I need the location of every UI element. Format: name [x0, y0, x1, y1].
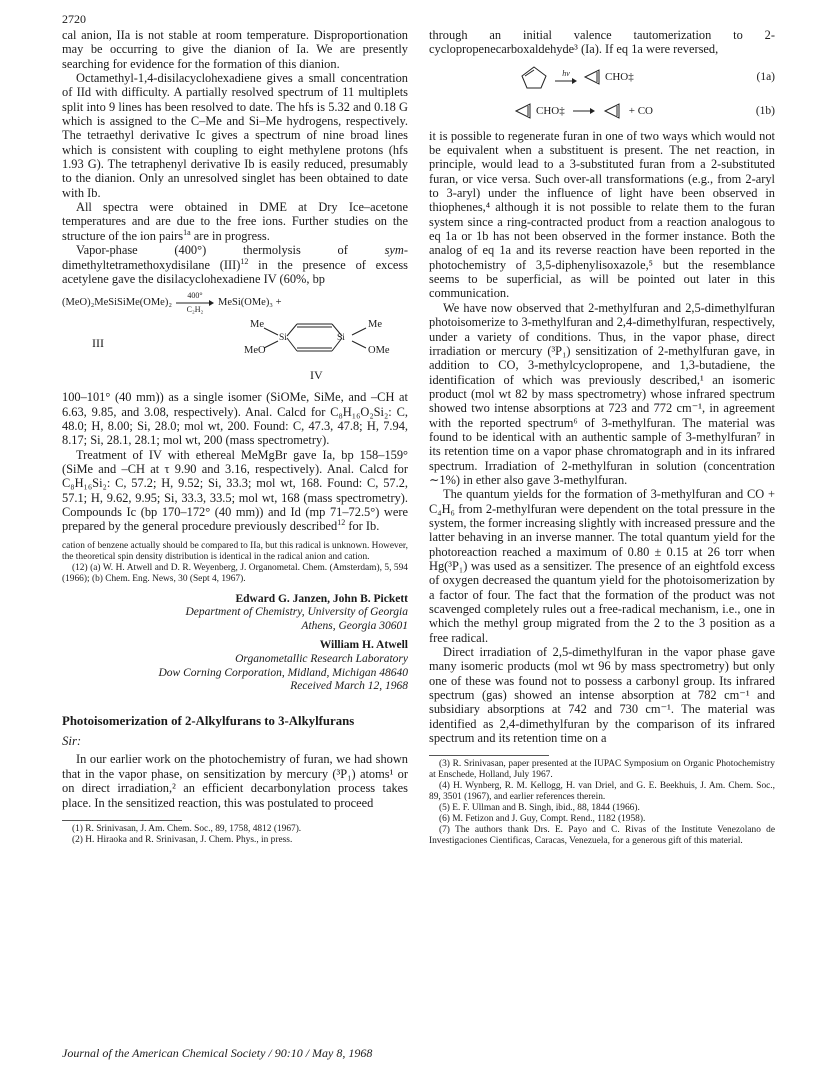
paragraph: Direct irradiation of 2,5-dimethylfuran in the vapor phase gave many isomeric products (mol wt 96 by mass spectrometry) but only one of these was found not to possess a carbonyl group. Its infrared spectrum (gas) showed an intense absorption at 782 cm⁻¹ and subsidiary absorptions at 742 and 730 cm⁻¹. The material was identified as 2,4-dimethylfuran by the comparison of its infrared spectrum and its retention time on a [429, 645, 775, 746]
author-names: Edward G. Janzen, John B. Pickett [235, 592, 408, 605]
struct-si-left: Si [279, 333, 287, 344]
footnote: (1) R. Srinivasan, J. Am. Chem. Soc., 89, 1758, 4812 (1967). [72, 823, 302, 834]
footnotes [62, 541, 408, 585]
reaction-arrow: hν [555, 70, 577, 84]
reactant-label: CHO‡ [536, 104, 565, 117]
left-column [62, 28, 408, 846]
compound-label-iv: IV [310, 368, 323, 383]
paragraph: 100–101° (40 mm)) as a single isomer (SiOMe, SiMe, and –CH at 6.63, 9.85, and 3.08, respectively). Anal. Calcd for C₈H₁₆O₂Si₂: C, 48.0; H, 8.00; Si, 28.0; mol wt, 200. Found: C, 47.3, 47.8; H, 7.94, 8.17; Si, 28.1, 28.1; mol wt, 200 (mass spectrometry). [62, 390, 408, 448]
footnotes [62, 824, 408, 846]
salutation: Sir: [62, 734, 82, 749]
footnote-rule [62, 820, 182, 821]
thermolysis-equation [62, 292, 408, 314]
paragraph: Vapor-phase (400°) thermolysis of sym-dimethyltetramethoxydisilane (III)$^{12}$ in the presence of excess acetylene gave the disilacyclohexadiene IV (60%, bp [62, 243, 408, 286]
equation-1a [429, 63, 775, 91]
affiliation: Athens, Georgia 30601 [301, 619, 408, 632]
affiliation: Department of Chemistry, University of Georgia [185, 606, 408, 619]
paragraph: Treatment of IV with ethereal MeMgBr gave Ia, bp 158–159° (SiMe and –CH at τ 9.90 and 3.16, respectively). Anal. Calcd for C₈H₁₆Si₂: C, 57.2; H, 9.52; Si, 33.3; mol wt, 168. Found: C, 57.2, 57.1; H, 9.62, 9.95; Si, 33.3, 33.5; mol wt, 168 (mass spectrometry). Compounds Ic (bp 170–172° (40 mm)) and Id (mp 71–72.5°) were prepared by the general procedure previously described$^{12}$ for Ib. [62, 447, 408, 534]
author-names: William H. Atwell [319, 639, 408, 652]
equation-reactant: (MeO)₂MeSiSiMe(OMe)₂ [62, 297, 172, 309]
paragraph: We have now observed that 2-methylfuran and 2,5-dimethylfuran photoisomerize to 3-methylfuran and 2,4-dimethylfuran, respectively, under a variety of conditions. Thus, in the vapor phase, direct irradiation or mercury (³P₁) sensitization of 2-methylfuran gave, in addition to CO, 3-methylcyclopropene, and 1,3-butadiene, the identification of which was previously described,¹ an isomeric product (mol wt 82 by mass spectrometry) whose infrared spectrum showed two intense absorptions at 723 and 772 cm⁻¹, in agreement with the reported spectrum⁶ of 3-methylfuran. The material was found to be identical with an authentic sample of 3-methylfuran⁷ in its retention time on a vapor phase chromatograph and in its infrared spectrum. Irradiation of 2-methylfuran in solution (concentration ∼1%) in ether also gave 3-methylfuran. [429, 300, 775, 487]
received-date: Received March 12, 1968 [290, 680, 408, 693]
paragraph: Octamethyl-1,4-disilacyclohexadiene gives a small concentration of IId with difficulty. A partially resolved spectrum of 11 multiplets split into 9 lines has been resolved to date. The hfs is 5.32 and 0.18 G which is assigned to the C–Me and Si–Me hydrogens, respectively. The tetraethyl derivative Ic gives a spectrum of nine broad lines which is consistent with coupling to eight methylene protons (hfs 1.93 G). The tetraphenyl derivative Ib is easily reduced, presumably to the dianion. Only an unresolved singlet has been obtained to date with Ib. [62, 71, 408, 200]
compound-label-iii: III [92, 336, 104, 351]
affiliation: Dow Corning Corporation, Midland, Michigan 48640 [158, 666, 408, 679]
product-label: CHO‡ [605, 70, 634, 83]
paragraph: through an initial valence tautomerization to 2-cyclopropenecarboxaldehyde³ (Ia). If eq 1a were reversed, [429, 28, 775, 57]
cyclopropene-icon [514, 101, 534, 121]
footnotes [429, 759, 775, 847]
equation-number: (1b) [755, 104, 775, 117]
affiliation: Organometallic Research Laboratory [235, 653, 408, 665]
struct-meo: MeO [244, 345, 266, 357]
reference-mark: 1a [183, 227, 191, 237]
cyclopropene-icon [583, 67, 603, 87]
struct-si-right: Si [337, 333, 345, 344]
equation-1b [429, 97, 775, 125]
footnote: (5) E. F. Ullman and B. Singh, ibid., 88, 1844 (1966). [439, 803, 640, 814]
furan-ring-icon [519, 64, 549, 90]
right-column [429, 28, 775, 847]
journal-footer: Journal of the American Chemical Society / 90:10 / May 8, 1968 [62, 1046, 373, 1060]
footnote-rule [429, 755, 549, 756]
footnote: (12) (a) W. H. Atwell and D. R. Weyenberg, J. Organometal. Chem. (Amsterdam), 5, 594 (1966); (b) Chem. Eng. News, 30 (Sept 4, 1967). [62, 562, 408, 584]
paragraph: The quantum yields for the formation of 3-methylfuran and CO + C₄H₆ from 2-methylfuran were dependent on the total pressure in the system, the former increasing slightly with increased pressure and the latter behaving in an inverse manner. The total quantum yield for the photoreaction reached a maximum of 0.80 ± 0.15 at 26 torr when Hg(³P₁) was used as a sensitizer. The presence of an eightfold excess of oxygen decreased the quantum yield for the photoisomerization by a factor of four. The fact that the formation of the product was not scavenged completely rules out a free-radical mechanism, i.e., one in which the methyl group migrated from the 2 to the 3 position as a free radical. [429, 487, 775, 645]
struct-ome: OMe [368, 345, 390, 357]
equation-number: (1a) [756, 70, 775, 83]
article-title: Photoisomerization of 2-Alkylfurans to 3-Alkylfurans [62, 713, 355, 728]
struct-me-right: Me [368, 319, 382, 331]
reference-mark: 12 [240, 256, 249, 266]
paragraph: it is possible to regenerate furan in one of two ways which would not be equivalent when a substituent is present. The net reaction, in principle, would lead to a 3-substituted furan from a 2-substituted furan, or vice versa. Such over-all transformations (e.g., from 2-aryl to 3-aryl) under the influence of light have been observed in thiophenes,⁴ although it is not possible to relate them to the furan system since a ring-contracted product from a reaction analogous to eq 1a or 1b has not been observed in the former instance. Both the analog of eq 1a and its reverse reaction have been reported in the photochemistry of 3,5-diphenylisoxazole,⁵ but the resemblance seems to be superficial, as will be pointed out later in this communication. [429, 128, 775, 301]
cyclopropene-icon [603, 101, 623, 121]
equation-product: MeSi(OMe)₃ + [217, 297, 282, 309]
footnote: (7) The authors thank Drs. E. Payo and C. Rivas of the Institute Venezolano de Investigaciones Cientificas, Caracas, Venezuela, for a generous gift of this material. [429, 825, 775, 847]
reaction-arrow [573, 108, 595, 114]
footnote: (6) M. Fetizon and J. Guy, Compt. Rend., 1182 (1958). [439, 814, 646, 825]
footnote: (2) H. Hiraoka and R. Srinivasan, J. Chem. Phys., in press. [72, 834, 293, 845]
footnote: (3) R. Srinivasan, paper presented at the IUPAC Symposium on Organic Photochemistry at Enschede, Holland, July 1967. [429, 759, 775, 781]
struct-me-left: Me [250, 319, 264, 331]
footnote: cation of benzene actually should be compared to IIa, but this radical is unknown. However, the theoretical spin density distribution is identical in the radical anion and cation. [62, 540, 408, 562]
paragraph: cal anion, IIa is not stable at room temperature. Disproportionation may be occurring to give the dianion of Ia. We are presently searching for evidence for the formation of this dianion. [62, 28, 408, 71]
page-number: 2720 [62, 12, 86, 26]
byproduct-label: + CO [628, 104, 653, 117]
paragraph: In our earlier work on the photochemistry of furan, we had shown that in the vapor phase, on sensitization by mercury (³P₁) atoms¹ or on direct irradiation,² an efficient decarbonylation process takes place. In the sensitized reaction, this was postulated to proceed [62, 752, 408, 810]
paragraph: All spectra were obtained in DME at Dry Ice–acetone temperatures and are due to the free ions. Further studies on the structure of the ion pairs$^{1a}$ are in progress. [62, 200, 408, 243]
footnote: (4) H. Wynberg, R. M. Kellogg, H. van Driel, and G. E. Beekhuis, J. Am. Chem. Soc., 89, 3501 (1967), and earlier references therein. [429, 781, 775, 803]
author-block [62, 593, 408, 694]
structure-block [62, 314, 408, 384]
reference-mark: 12 [337, 518, 346, 528]
reaction-arrow: 400° C₂H₂ [176, 292, 214, 314]
